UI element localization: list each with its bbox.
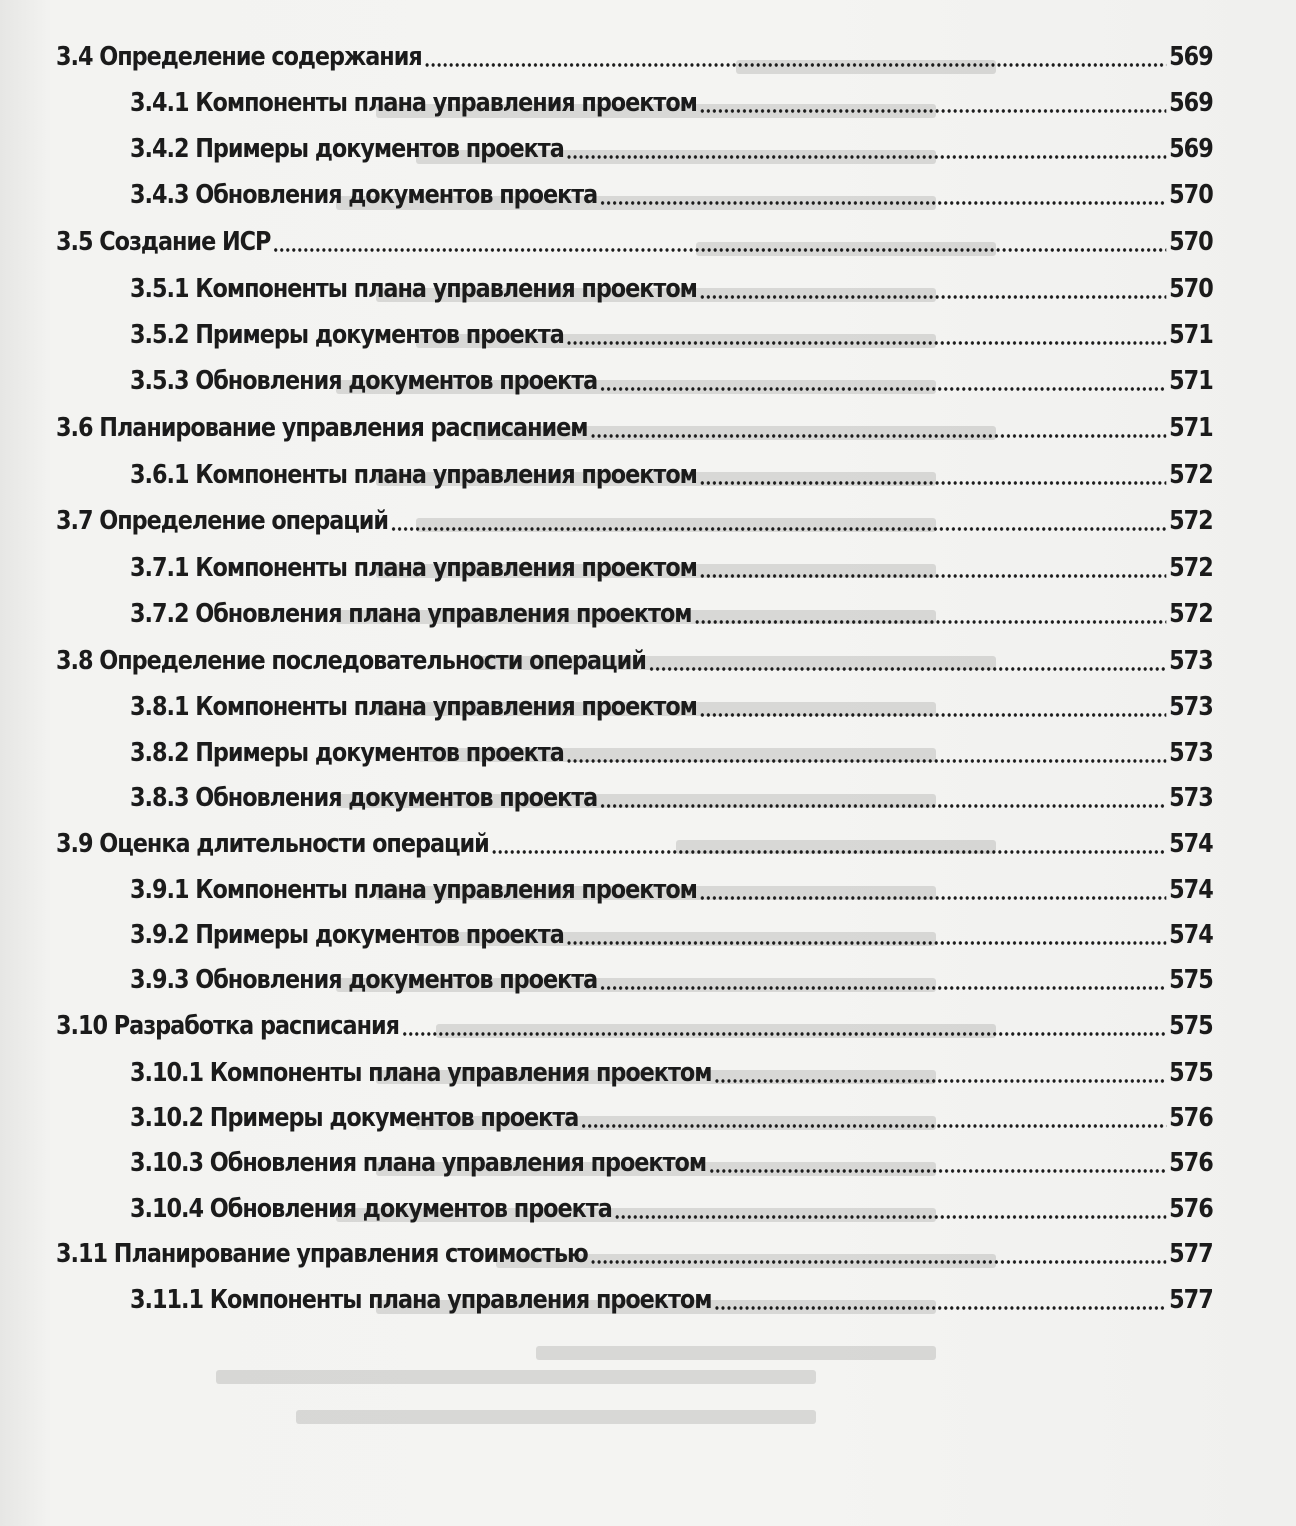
toc-entry: [56, 821, 1213, 867]
dot-leader: [700, 895, 1167, 901]
toc-entry-page: 576: [1169, 1148, 1213, 1178]
toc-entry: [130, 1095, 1213, 1141]
dot-leader: [600, 200, 1167, 206]
toc-entry: [56, 638, 1213, 684]
toc-entry-page: 576: [1169, 1103, 1213, 1133]
toc-entry: [130, 1140, 1213, 1186]
toc-entry: [56, 405, 1213, 451]
dot-leader: [714, 1305, 1167, 1311]
toc-entry-title: 3.8.1 Компоненты плана управления проектом: [130, 692, 697, 722]
toc-entry-page: 575: [1169, 1058, 1213, 1088]
dot-leader: [600, 803, 1167, 809]
dot-leader: [424, 62, 1166, 68]
dot-leader: [590, 1259, 1166, 1265]
dot-leader: [600, 386, 1167, 392]
dot-leader: [709, 1168, 1167, 1174]
dot-leader: [600, 985, 1167, 991]
dot-leader: [273, 247, 1167, 253]
toc-entry-title: 3.7.2 Обновления плана управления проектом: [130, 599, 692, 629]
toc-entry-title: 3.7 Определение операций: [56, 506, 389, 536]
toc-entry: [130, 266, 1213, 312]
toc-entry: [130, 775, 1213, 821]
toc-entry: [130, 1186, 1213, 1232]
toc-entry-title: 3.4.2 Примеры документов проекта: [130, 134, 564, 164]
toc-entry-title: 3.8.3 Обновления документов проекта: [130, 783, 598, 813]
toc-entry-page: 569: [1169, 42, 1213, 72]
toc-entry-page: 570: [1169, 227, 1213, 257]
toc-entry-title: 3.9.2 Примеры документов проекта: [130, 920, 564, 950]
toc-entry-page: 576: [1169, 1194, 1213, 1224]
toc-entry: [56, 219, 1213, 265]
toc-entry: [130, 126, 1213, 172]
dot-leader: [566, 340, 1166, 346]
toc-entry-page: 569: [1169, 88, 1213, 118]
toc-entry-title: 3.5.3 Обновления документов проекта: [130, 366, 598, 396]
dot-leader: [694, 619, 1166, 625]
toc-entry-title: 3.5.1 Компоненты плана управления проектом: [130, 274, 697, 304]
toc-entry: [130, 730, 1213, 776]
toc-entry-page: 572: [1169, 506, 1213, 536]
dot-leader: [581, 1123, 1167, 1129]
dot-leader: [566, 940, 1166, 946]
toc-entry: [130, 867, 1213, 913]
toc-entry: [130, 80, 1213, 126]
toc-entry: [56, 1003, 1213, 1049]
toc-entry-page: 573: [1169, 646, 1213, 676]
toc-entry-title: 3.10.1 Компоненты плана управления проектом: [130, 1058, 712, 1088]
toc-entry: [130, 912, 1213, 958]
dot-leader: [590, 433, 1166, 439]
toc-entry-title: 3.9 Оценка длительности операций: [56, 829, 489, 859]
toc-entry: [130, 358, 1213, 404]
toc-entry-title: 3.10.4 Обновления документов проекта: [130, 1194, 612, 1224]
toc-entry-page: 572: [1169, 460, 1213, 490]
toc-entry-page: 577: [1169, 1285, 1213, 1315]
toc-entry-page: 571: [1169, 413, 1213, 443]
toc-entry-title: 3.10 Разработка расписания: [56, 1011, 399, 1041]
toc-entry-title: 3.11.1 Компоненты плана управления проектом: [130, 1285, 712, 1315]
toc-entry-title: 3.4 Определение содержания: [56, 42, 422, 72]
toc-entry-page: 573: [1169, 783, 1213, 813]
dot-leader: [700, 712, 1167, 718]
toc-entry-title: 3.8.2 Примеры документов проекта: [130, 738, 564, 768]
toc-entry-page: 574: [1169, 829, 1213, 859]
toc-entry-title: 3.7.1 Компоненты плана управления проектом: [130, 553, 697, 583]
toc-entry: [56, 498, 1213, 544]
toc-entry: [130, 957, 1213, 1003]
toc-entry-title: 3.11 Планирование управления стоимостью: [56, 1239, 588, 1269]
toc-entry: [56, 34, 1213, 80]
dot-leader: [700, 294, 1167, 300]
dot-leader: [700, 573, 1167, 579]
toc-entry: [130, 172, 1213, 218]
toc-entry-page: 569: [1169, 134, 1213, 164]
dot-leader: [648, 666, 1166, 672]
toc-entry-page: 571: [1169, 320, 1213, 350]
toc-entry-title: 3.4.3 Обновления документов проекта: [130, 180, 598, 210]
toc-entry-page: 574: [1169, 920, 1213, 950]
dot-leader: [566, 758, 1166, 764]
toc-entry-page: 573: [1169, 692, 1213, 722]
dot-leader: [714, 1078, 1167, 1084]
toc-entry-title: 3.8 Определение последовательности операций: [56, 646, 646, 676]
toc-entry: [130, 452, 1213, 498]
toc-entry-title: 3.5.2 Примеры документов проекта: [130, 320, 564, 350]
toc-entry-page: 575: [1169, 965, 1213, 995]
toc-entry: [56, 1231, 1213, 1277]
toc-entry: [130, 591, 1213, 637]
toc-entry-page: 573: [1169, 738, 1213, 768]
toc-entry-title: 3.10.3 Обновления плана управления проектом: [130, 1148, 707, 1178]
toc-entry-title: 3.9.1 Компоненты плана управления проектом: [130, 875, 697, 905]
toc-entry-title: 3.5 Создание ИСР: [56, 227, 271, 257]
toc-entry-page: 571: [1169, 366, 1213, 396]
toc-entry-page: 575: [1169, 1011, 1213, 1041]
toc-entry-page: 572: [1169, 553, 1213, 583]
toc-entry-page: 570: [1169, 274, 1213, 304]
toc-entry: [130, 1277, 1213, 1323]
toc-entry-title: 3.10.2 Примеры документов проекта: [130, 1103, 579, 1133]
toc-entry: [130, 545, 1213, 591]
toc-entry-page: 574: [1169, 875, 1213, 905]
toc-entry: [130, 312, 1213, 358]
toc-entry-page: 572: [1169, 599, 1213, 629]
toc-entry: [130, 684, 1213, 730]
dot-leader: [614, 1214, 1166, 1220]
toc-entry-page: 577: [1169, 1239, 1213, 1269]
toc-entry-title: 3.4.1 Компоненты плана управления проектом: [130, 88, 697, 118]
toc-entry-page: 570: [1169, 180, 1213, 210]
dot-leader: [391, 526, 1167, 532]
dot-leader: [491, 849, 1166, 855]
toc-entry: [130, 1050, 1213, 1096]
toc-entry-title: 3.9.3 Обновления документов проекта: [130, 965, 598, 995]
dot-leader: [700, 480, 1167, 486]
dot-leader: [566, 154, 1166, 160]
dot-leader: [402, 1031, 1167, 1037]
toc-entry-title: 3.6 Планирование управления расписанием: [56, 413, 588, 443]
dot-leader: [700, 108, 1167, 114]
toc-entry-title: 3.6.1 Компоненты плана управления проектом: [130, 460, 697, 490]
